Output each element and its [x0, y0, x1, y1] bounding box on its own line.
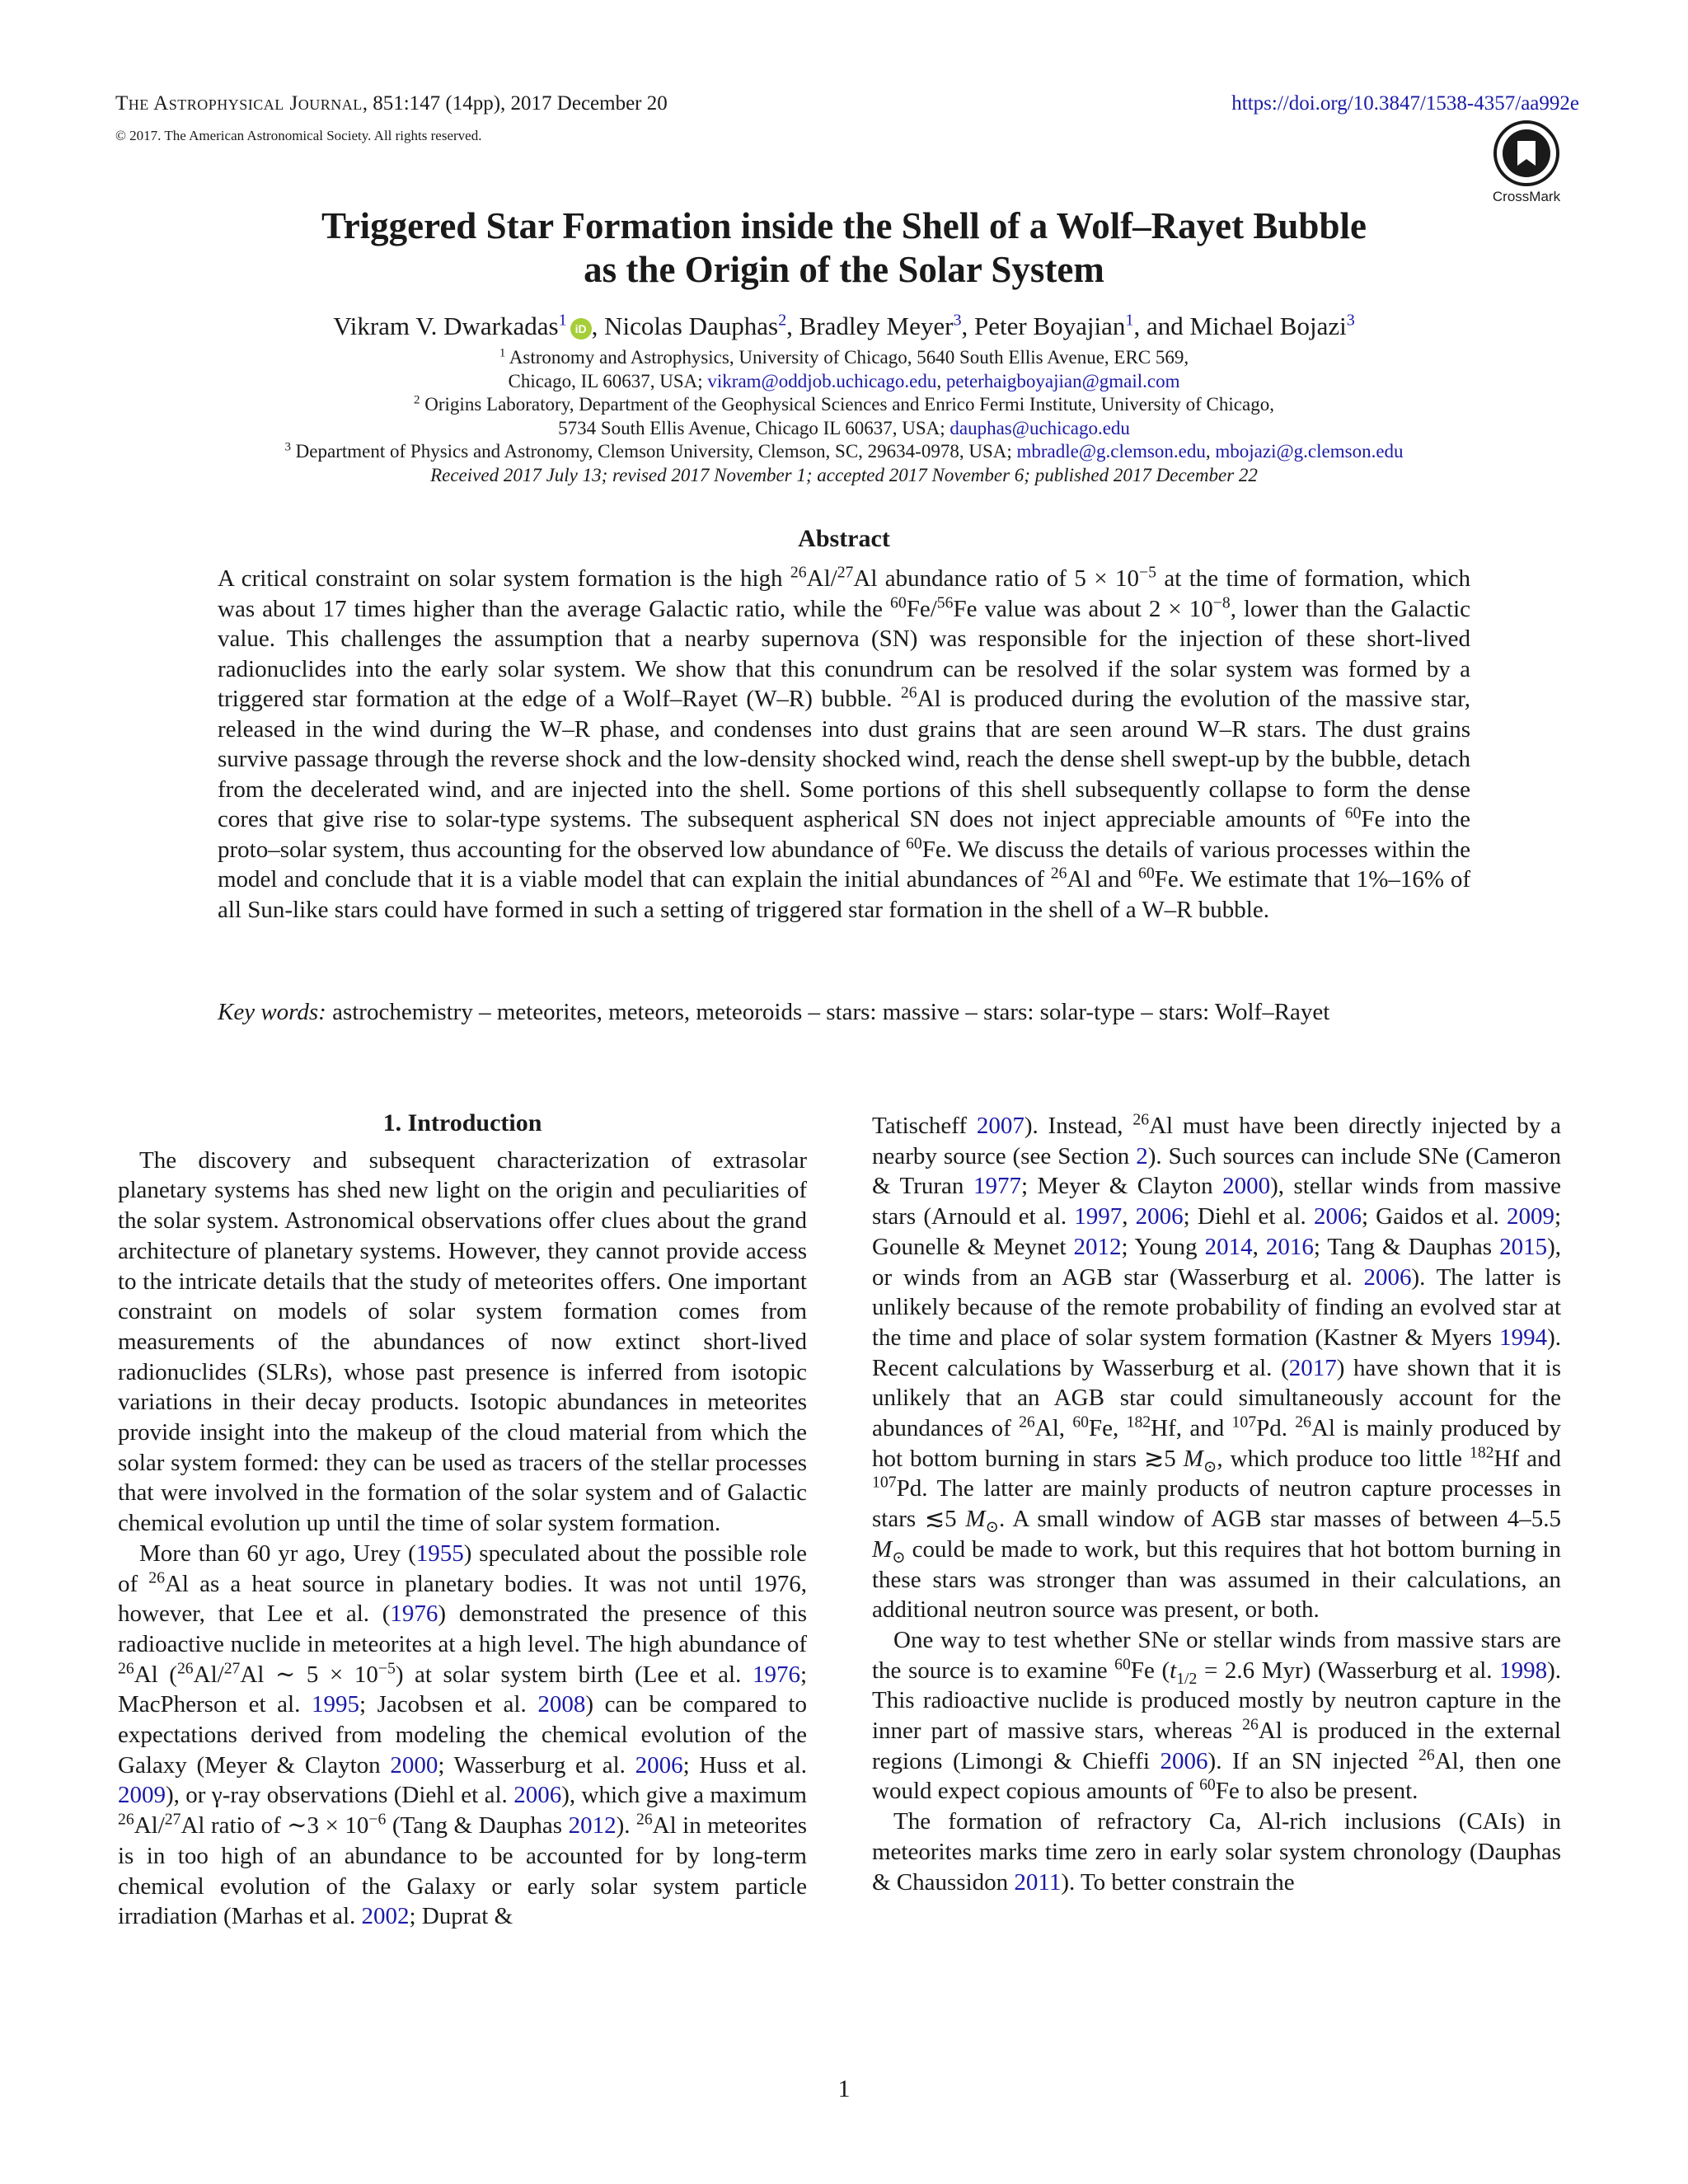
affiliations: $^1$ Astronomy and Astrophysics, University of Chicago, 5640 South Ellis Avenue, ERC 569, Chicago, IL 60637, USA; vikram@oddjob.uchicago.edu, peterhaigboyajian@gmail.com $^2$ Origins Laboratory, Department of the Geophysical Sciences and Enrico Fermi Institute, University of Chicago, 5734 South Ellis Avenue, Chicago IL 60637, USA; dauphas@uchicago.edu $^3$ Department of Physics and Astronomy, Clemson University, Clemson, SC, 29634-0978, USA; mbradle@g.clemson.edu, mbojazi@g.clemson.edu Received 2017 July 13; revised 2017 November 1; accepted 2017 November 6; published 2017 December 22	[115, 346, 1573, 487]
citation-link[interactable]: 1976	[390, 1601, 438, 1628]
email-link[interactable]: dauphas@uchicago.edu	[950, 417, 1130, 438]
citation-link[interactable]: 2017	[1288, 1354, 1337, 1381]
crossmark-icon	[1493, 120, 1560, 187]
citation-link[interactable]: 2006	[635, 1751, 683, 1779]
copyright-notice: © 2017. The American Astronomical Society. All rights reserved.	[115, 128, 482, 143]
affil-ref[interactable]: 2	[778, 311, 787, 330]
paragraph: The formation of refractory Ca, Al-rich inclusions (CAIs) in meteorites marks time zero in early solar system chronology (Dauphas & Chaussidon 2011). To better constrain the	[872, 1808, 1561, 1896]
abstract-heading: Abstract	[798, 525, 890, 552]
citation-link[interactable]: 1976	[752, 1661, 800, 1688]
affiliation-3: $^3$ Department of Physics and Astronomy, Clemson University, Clemson, SC, 29634-0978, USA; mbradle@g.clemson.edu, mbojazi@g.clemson.edu	[284, 440, 1404, 462]
author-list: Vikram V. Dwarkadas$^1$ iD , Nicolas Dauphas$^2$, Bradley Meyer$^3$, Peter Boyajian$^1$, and Michael Bojazi$^3$	[333, 311, 1355, 340]
citation-link[interactable]: 2006	[513, 1782, 562, 1809]
citation-link[interactable]: 2009	[118, 1782, 166, 1809]
crossmark-badge[interactable]	[1487, 120, 1566, 205]
email-link[interactable]: mbradle@g.clemson.edu	[1016, 441, 1206, 462]
crossmark-label: CrossMark	[1492, 189, 1561, 204]
page-number: 1	[837, 2075, 851, 2102]
paper-title: Triggered Star Formation inside the Shell of a Wolf–Rayet Bubble as the Origin of the Solar System	[321, 205, 1367, 290]
citation-link[interactable]: 1977	[973, 1173, 1021, 1200]
citation-link[interactable]: 2014	[1204, 1233, 1253, 1260]
citation-link[interactable]: 1994	[1499, 1324, 1548, 1351]
affil-ref[interactable]: 3	[1346, 311, 1355, 330]
citation-link[interactable]: 1955	[415, 1540, 464, 1567]
citation-link[interactable]: 1998	[1499, 1657, 1548, 1684]
citation-link[interactable]: 2006	[1135, 1203, 1184, 1230]
citation-link[interactable]: 2011	[1014, 1868, 1062, 1896]
affil-ref[interactable]: 1	[1125, 311, 1134, 330]
citation-link[interactable]: 2006	[1363, 1263, 1412, 1291]
publication-dates: Received 2017 July 13; revised 2017 November 1; accepted 2017 November 6; published 2017 December 22	[430, 464, 1258, 485]
email-link[interactable]: peterhaigboyajian@gmail.com	[945, 370, 1180, 391]
affiliation-1: $^1$ Astronomy and Astrophysics, University of Chicago, 5640 South Ellis Avenue, ERC 569,	[499, 346, 1189, 368]
citation-link[interactable]: 2012	[1073, 1233, 1122, 1260]
column-left	[118, 1108, 807, 1932]
column-right	[872, 1111, 1561, 1897]
citation-link[interactable]: 2008	[537, 1691, 586, 1718]
abstract-text: A critical constraint on solar system formation is the high $^{26}$Al/$^{27}$Al abundance ratio of $5 \times 10^{-5}$ at the time of formation, which was about 17 times higher than the average Galactic ratio, while the $^{60}$Fe/$^{56}$Fe value was about $2 \times 10^{-8}$, lower than the Galactic value. This challenges the assumption that a nearby supernova (SN) was responsible for the injection of these short-lived radionuclides into the early solar system. We show that this conundrum can be resolved if the solar system was formed by a triggered star formation at the edge of a Wolf–Rayet (W–R) bubble. $^{26}$Al is produced during the evolution of the massive star, released in the wind during the W–R phase, and condenses into dust grains that are seen around W–R stars. The dust grains survive passage through the reverse shock and the low-density shocked wind, reach the dense shell swept-up by the bubble, detach from the decelerated wind, and are injected into the shell. Some portions of this shell subsequently collapse to form the dense cores that give rise to solar-type systems. The subsequent aspherical SN does not inject appreciable amounts of $^{60}$Fe into the proto–solar system, thus accounting for the observed low abundance of $^{60}$Fe. We discuss the details of various processes within the model and conclude that it is a viable model that can explain the initial abundances of $^{26}$Al and $^{60}$Fe. We estimate that 1%–16% of all Sun-like stars could have formed in such a setting of triggered star formation in the shell of a W–R bubble.	[218, 563, 1471, 923]
keywords: Key words: astrochemistry – meteorites, meteors, meteoroids – stars: massive – stars: solar-type – stars: Wolf–Rayet	[218, 999, 1330, 1025]
paragraph: More than 60 yr ago, Urey (1955) speculated about the possible role of $^{26}$Al as a heat source in planetary bodies. It was not until 1976, however, that Lee et al. (1976) demonstrated the presence of this radioactive nuclide in meteorites at a high level. The high abundance of $^{26}$Al ($^{26}$Al/$^{27}$Al ∼ $5 \times 10^{-5}$) at solar system birth (Lee et al. 1976; MacPherson et al. 1995; Jacobsen et al. 2008) can be compared to expectations derived from modeling the chemical evolution of the Galaxy (Meyer & Clayton 2000; Wasserburg et al. 2006; Huss et al. 2009), or γ-ray observations (Diehl et al. 2006), which give a maximum $^{26}$Al/$^{27}$Al ratio of ∼3 × $10^{-6}$ (Tang & Dauphas 2012). $^{26}$Al in meteorites is in too high of an abundance to be accounted for by long-term chemical evolution of the Galaxy or early solar system particle irradiation (Marhas et al. 2002; Duprat &	[118, 1540, 808, 1930]
keywords-label: Key words:	[218, 999, 326, 1025]
citation-link[interactable]: 2000	[390, 1751, 438, 1779]
citation-link[interactable]: 2000	[1222, 1173, 1271, 1200]
affiliation-2: $^2$ Origins Laboratory, Department of the Geophysical Sciences and Enrico Fermi Institute, University of Chicago,	[414, 393, 1274, 415]
email-link[interactable]: vikram@oddjob.uchicago.edu	[707, 370, 937, 391]
citation-link[interactable]: 2015	[1499, 1233, 1548, 1260]
orcid-icon[interactable]: iD	[570, 318, 592, 340]
journal-citation: The Astrophysical Journal, 851:147 (14pp), 2017 December 20	[115, 92, 668, 115]
paragraph: One way to test whether SNe or stellar winds from massive stars are the source is to examine $^{60}$Fe ($t_{1/2} = 2.6$ Myr) (Wasserburg et al. 1998). This radioactive nuclide is produced mostly by neutron capture in the inner part of massive stars, whereas $^{26}$Al is produced in the external regions (Limongi & Chieffi 2006). If an SN injected $^{26}$Al, then one would expect copious amounts of $^{60}$Fe to also be present.	[872, 1626, 1562, 1805]
citation-link[interactable]: 2016	[1265, 1233, 1314, 1260]
doi-link[interactable]: https://doi.org/10.3847/1538-4357/aa992e	[1231, 92, 1579, 115]
section-link[interactable]: 2	[1136, 1142, 1148, 1169]
affil-ref[interactable]: 1	[558, 311, 567, 330]
citation-link[interactable]: 2012	[568, 1812, 617, 1840]
citation-link[interactable]: 1995	[311, 1691, 359, 1718]
journal-name: The Astrophysical Journal	[115, 92, 363, 115]
email-link[interactable]: mbojazi@g.clemson.edu	[1215, 441, 1404, 462]
citation-link[interactable]: 2006	[1160, 1747, 1208, 1774]
citation-link[interactable]: 2002	[361, 1903, 410, 1930]
citation-link[interactable]: 2009	[1506, 1203, 1554, 1230]
section-heading: 1. Introduction	[382, 1109, 542, 1137]
paragraph: The discovery and subsequent characterization of extrasolar planetary systems has shed new light on the origin and peculiarities of the solar system. Astronomical observations offer clues about the grand architecture of planetary systems. However, they cannot provide access to the intricate details that the study of meteorites offers. One important constraint on models of solar system formation comes from measurements of the abundances of now extinct short-lived radionuclides (SLRs), whose past presence is inferred from isotopic variations in their decay products. Isotopic abundances in meteorites provide insight into the makeup of the cloud material from which the solar system formed: they can be used as tracers of the stellar processes that were involved in the formation of the solar system and of Galactic chemical evolution up until the time of solar system formation.	[118, 1146, 807, 1537]
citation-link[interactable]: 2007	[976, 1113, 1025, 1139]
citation-link[interactable]: 1997	[1074, 1203, 1123, 1230]
affil-ref[interactable]: 3	[953, 311, 962, 330]
citation-link[interactable]: 2006	[1313, 1203, 1362, 1230]
paragraph: Tatischeff 2007). Instead, $^{26}$Al must have been directly injected by a nearby source (see Section 2). Such sources can include SNe (Cameron & Truran 1977; Meyer & Clayton 2000), stellar winds from massive stars (Arnould et al. 1997, 2006; Diehl et al. 2006; Gaidos et al. 2009; Gounelle & Meynet 2012; Young 2014, 2016; Tang & Dauphas 2015), or winds from an AGB star (Wasserburg et al. 2006). The latter is unlikely because of the remote probability of finding an evolved star at the time and place of solar system formation (Kastner & Myers 1994). Recent calculations by Wasserburg et al. (2017) have shown that it is unlikely that an AGB star could simultaneously account for the abundances of $^{26}$Al, $^{60}$Fe, $^{182}$Hf, and $^{107}$Pd. $^{26}$Al is mainly produced by hot bottom burning in stars ≳5 $M_⊙$, which produce too little $^{182}$Hf and $^{107}$Pd. The latter are mainly products of neutron capture processes in stars ≲5 $M_⊙$. A small window of AGB star masses of between 4–5.5 $M_⊙$ could be made to work, but this requires that hot bottom burning in these stars was stronger than was assumed in their calculations, an additional neutron source was present, or both.	[872, 1110, 1562, 1624]
